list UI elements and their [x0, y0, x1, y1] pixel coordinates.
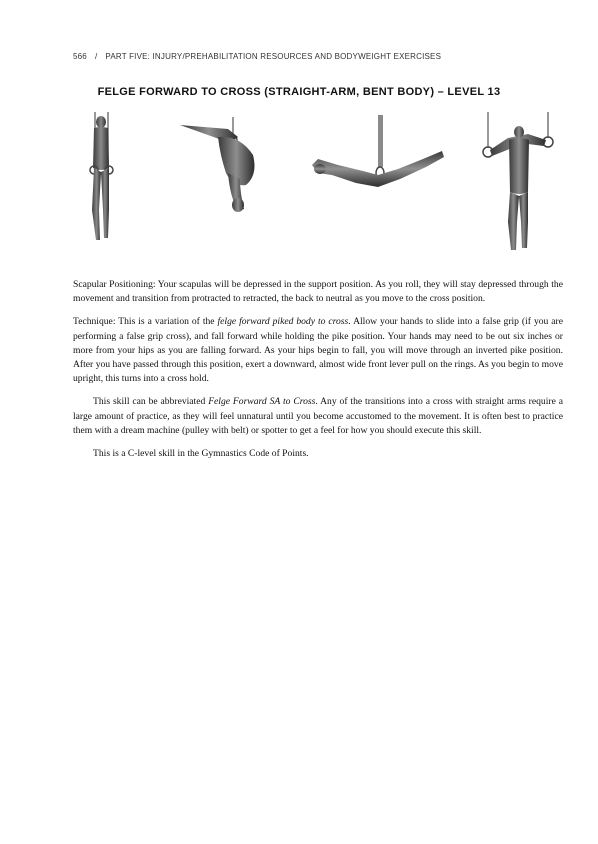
figure-sequence: [0, 110, 598, 260]
running-head-section: PART FIVE: INJURY/PREHABILITATION RESOURCES AND BODYWEIGHT EXERCISES: [105, 52, 442, 61]
abbreviation-text-end: . Any of the transitions into a cross with straight arms require a large amount of practice, as they will feel unnatural until you become accustomed to the movement. It is often best to practice them with a dream machine (pulley with belt) or spotter to get a feel for how you should execute this skill.: [73, 396, 563, 436]
paragraph-technique: [73, 315, 563, 386]
exercise-title: FELGE FORWARD TO CROSS (STRAIGHT-ARM, BENT BODY) – LEVEL 13: [97, 86, 501, 98]
paragraph-skill-level: This is a C-level skill in the Gymnastics Code of Points.: [93, 448, 309, 460]
technique-text-end: . Allow your hands to slide into a false grip (if you are performing a false grip cross), and fall forward while holding the pike position. Your hands may need to be out six inches or more from your hips as you are falling forward. As your hips begin to fall, you will move through an inverted pike position. After you have passed through this position, exert a downward, almost wide front lever pull on the rings. As you begin to move upright, this turns into a cross hold.: [73, 316, 563, 385]
abbreviation-text-start: This skill can be abbreviated: [93, 396, 209, 408]
body-text: [73, 278, 563, 470]
gymnast-support-on-rings-icon: [82, 110, 122, 250]
paragraph-abbreviation: [73, 395, 563, 438]
gymnast-front-lever-pull-on-rings-icon: [308, 115, 448, 200]
technique-text-start: Technique: This is a variation of the: [73, 316, 218, 328]
gymnast-iron-cross-on-rings-icon: [478, 110, 558, 258]
paragraph-scapular-positioning: Scapular Positioning: Your scapulas will be depressed in the support position. As you roll, they will stay depressed through the movement and transition from protracted to retracted, the back to neutral as you move to the cross position.: [73, 279, 563, 305]
running-head-separator: /: [94, 52, 98, 61]
abbreviation-emphasis: Felge Forward SA to Cross: [208, 396, 316, 408]
page-number: 566: [73, 52, 87, 61]
running-head: [73, 52, 441, 61]
technique-emphasis: felge forward piked body to cross: [217, 316, 349, 328]
gymnast-inverted-pike-on-rings-icon: [178, 115, 266, 215]
